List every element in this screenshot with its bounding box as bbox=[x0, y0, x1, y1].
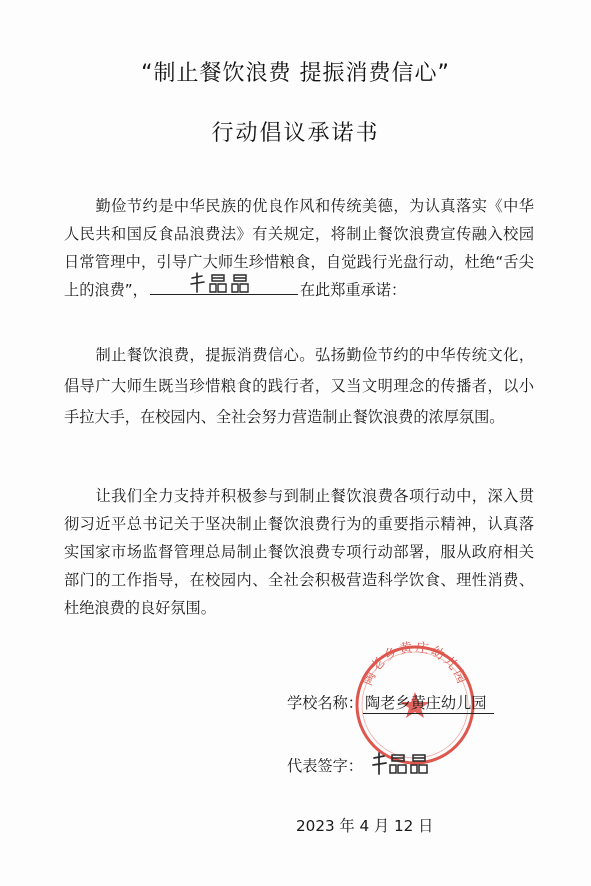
school-name-row bbox=[287, 692, 494, 713]
representative-signature bbox=[370, 750, 436, 778]
document-title: “制止餐饮浪费 提振消费信心” bbox=[141, 61, 450, 86]
representative-row bbox=[287, 755, 363, 776]
paragraph-2 bbox=[64, 340, 534, 433]
pledge-signature-line bbox=[150, 278, 298, 295]
school-label: 学校名称： bbox=[287, 694, 363, 712]
school-name: 陶老乡黄庄幼儿园 bbox=[363, 694, 495, 714]
paragraph-3 bbox=[64, 482, 534, 622]
document-date: 2023 年 4 月 12 日 bbox=[296, 817, 434, 835]
paragraph-2-text: 制止餐饮浪费，提振消费信心。弘扬勤俭节约的中华传统文化，倡导广大师生既当珍惜粮食的践行者，又当文明理念的传播者，以小手拉大手，在校园内、全社会努力营造制止餐饮浪费的浓厚氛围。 bbox=[64, 346, 534, 426]
document-subtitle: 行动倡议承诺书 bbox=[211, 121, 380, 146]
svg-text:陶老乡黄庄幼儿园: 陶老乡黄庄幼儿园 bbox=[360, 640, 470, 688]
representative-label: 代表签字： bbox=[287, 757, 363, 775]
handwritten-signature bbox=[188, 270, 258, 296]
paragraph-3-text: 让我们全力支持并积极参与到制止餐饮浪费各项行动中，深入贯彻习近平总书记关于坚决制止餐饮浪费行为的重要指示精神，认真落实国家市场监督管理总局制止餐饮浪费专项行动部署，服从政府相关部门的工作指导，在校园内、全社会积极营造科学饮食、理性消费、杜绝浪费的良好氛围。 bbox=[64, 487, 534, 617]
paragraph-intro bbox=[64, 192, 534, 304]
intro-text: 勤俭节约是中华民族的优良作风和传统美德，为认真落实《中华人民共和国反食品浪费法》有关规定，将制止餐饮浪费宣传融入校园日常管理中，引导广大师生珍惜粮食，自觉践行光盘行动，杜绝“舌尖上的浪费”， bbox=[64, 197, 534, 299]
pledge-text: 在此郑重承诺： bbox=[299, 281, 407, 299]
